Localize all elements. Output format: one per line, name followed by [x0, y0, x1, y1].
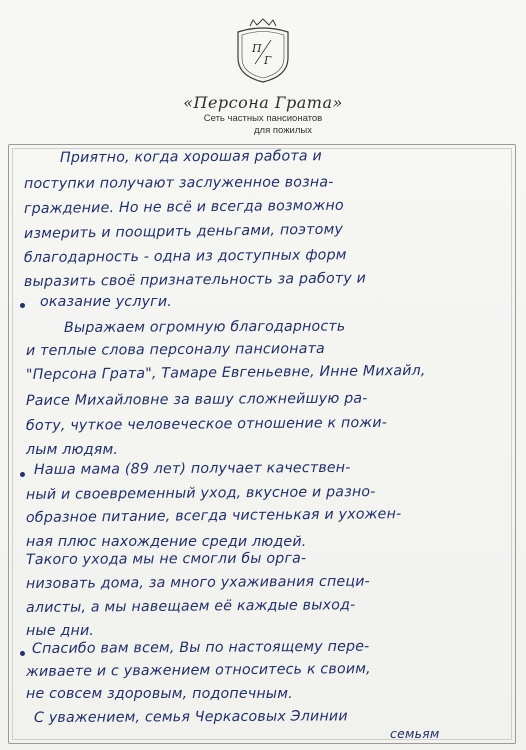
letter-line: "Персона Грата", Тамаре Евгеньевне, Инне Михайл, [25, 362, 426, 383]
letter-line: боту, чуткое человеческое отношение к пожи- [25, 414, 388, 434]
letter-line: не совсем здоровым, подопечным. [26, 686, 293, 702]
svg-text:П: П [252, 42, 262, 55]
brand-subtitle: Сеть частных пансионатов [203, 113, 323, 124]
letter-line: ный и своевременный уход, вкусное и разно- [25, 483, 376, 503]
brand-subtitle-2: для пожилых [254, 125, 312, 136]
letter-line: С уважением, семья Черкасовых Элинии [33, 708, 348, 726]
letter-line: Приятно, когда хорошая работа и [59, 148, 322, 166]
letter-line: Выражаем огромную благодарность [63, 318, 346, 336]
letter-line: Спасибо вам всем, Вы по настоящему пере- [31, 638, 370, 657]
letter-line: выразить своё признательность за работу и [23, 270, 367, 290]
letter-line: ные дни. [26, 623, 95, 639]
letter-line: поступки получают заслуженное возна- [23, 174, 334, 192]
letter-line: оказание услуги. [40, 294, 172, 310]
bullet-dot [20, 651, 25, 656]
letter-line: алисты, а мы навещаем её каждые выход- [25, 597, 356, 616]
svg-text:Г: Г [264, 54, 272, 67]
letter-line: Раисе Михайловне за вашу сложнейшую ра- [25, 390, 368, 409]
brand-name: «Персона Грата» [183, 93, 343, 112]
letter-line: Такого ухода мы не смогли бы орга- [25, 550, 307, 568]
letter-line: Наша мама (89 лет) получает качествен- [33, 459, 351, 478]
letter-line: благодарность - одна из доступных форм [23, 247, 347, 266]
letter-line: измерить и поощрить деньгами, поэтому [23, 221, 344, 242]
bullet-dot [20, 303, 25, 308]
letter-line: лым людям. [26, 442, 119, 458]
letter-line: ная плюс нахождение среди людей. [26, 534, 307, 550]
letter-line: и теплые слова персоналу пансионата [25, 340, 325, 359]
bullet-dot [20, 472, 25, 477]
letter-line: низовать дома, за много ухаживания специ- [25, 573, 371, 592]
letter-line: живаете и с уважением относитесь к своим, [25, 660, 371, 680]
letter-line: граждение. Но не всё и всегда возможно [23, 197, 344, 217]
letter-line: образное питание, всегда чистенькая и ухожен- [25, 506, 402, 526]
letter-signature: семьям [390, 726, 440, 741]
